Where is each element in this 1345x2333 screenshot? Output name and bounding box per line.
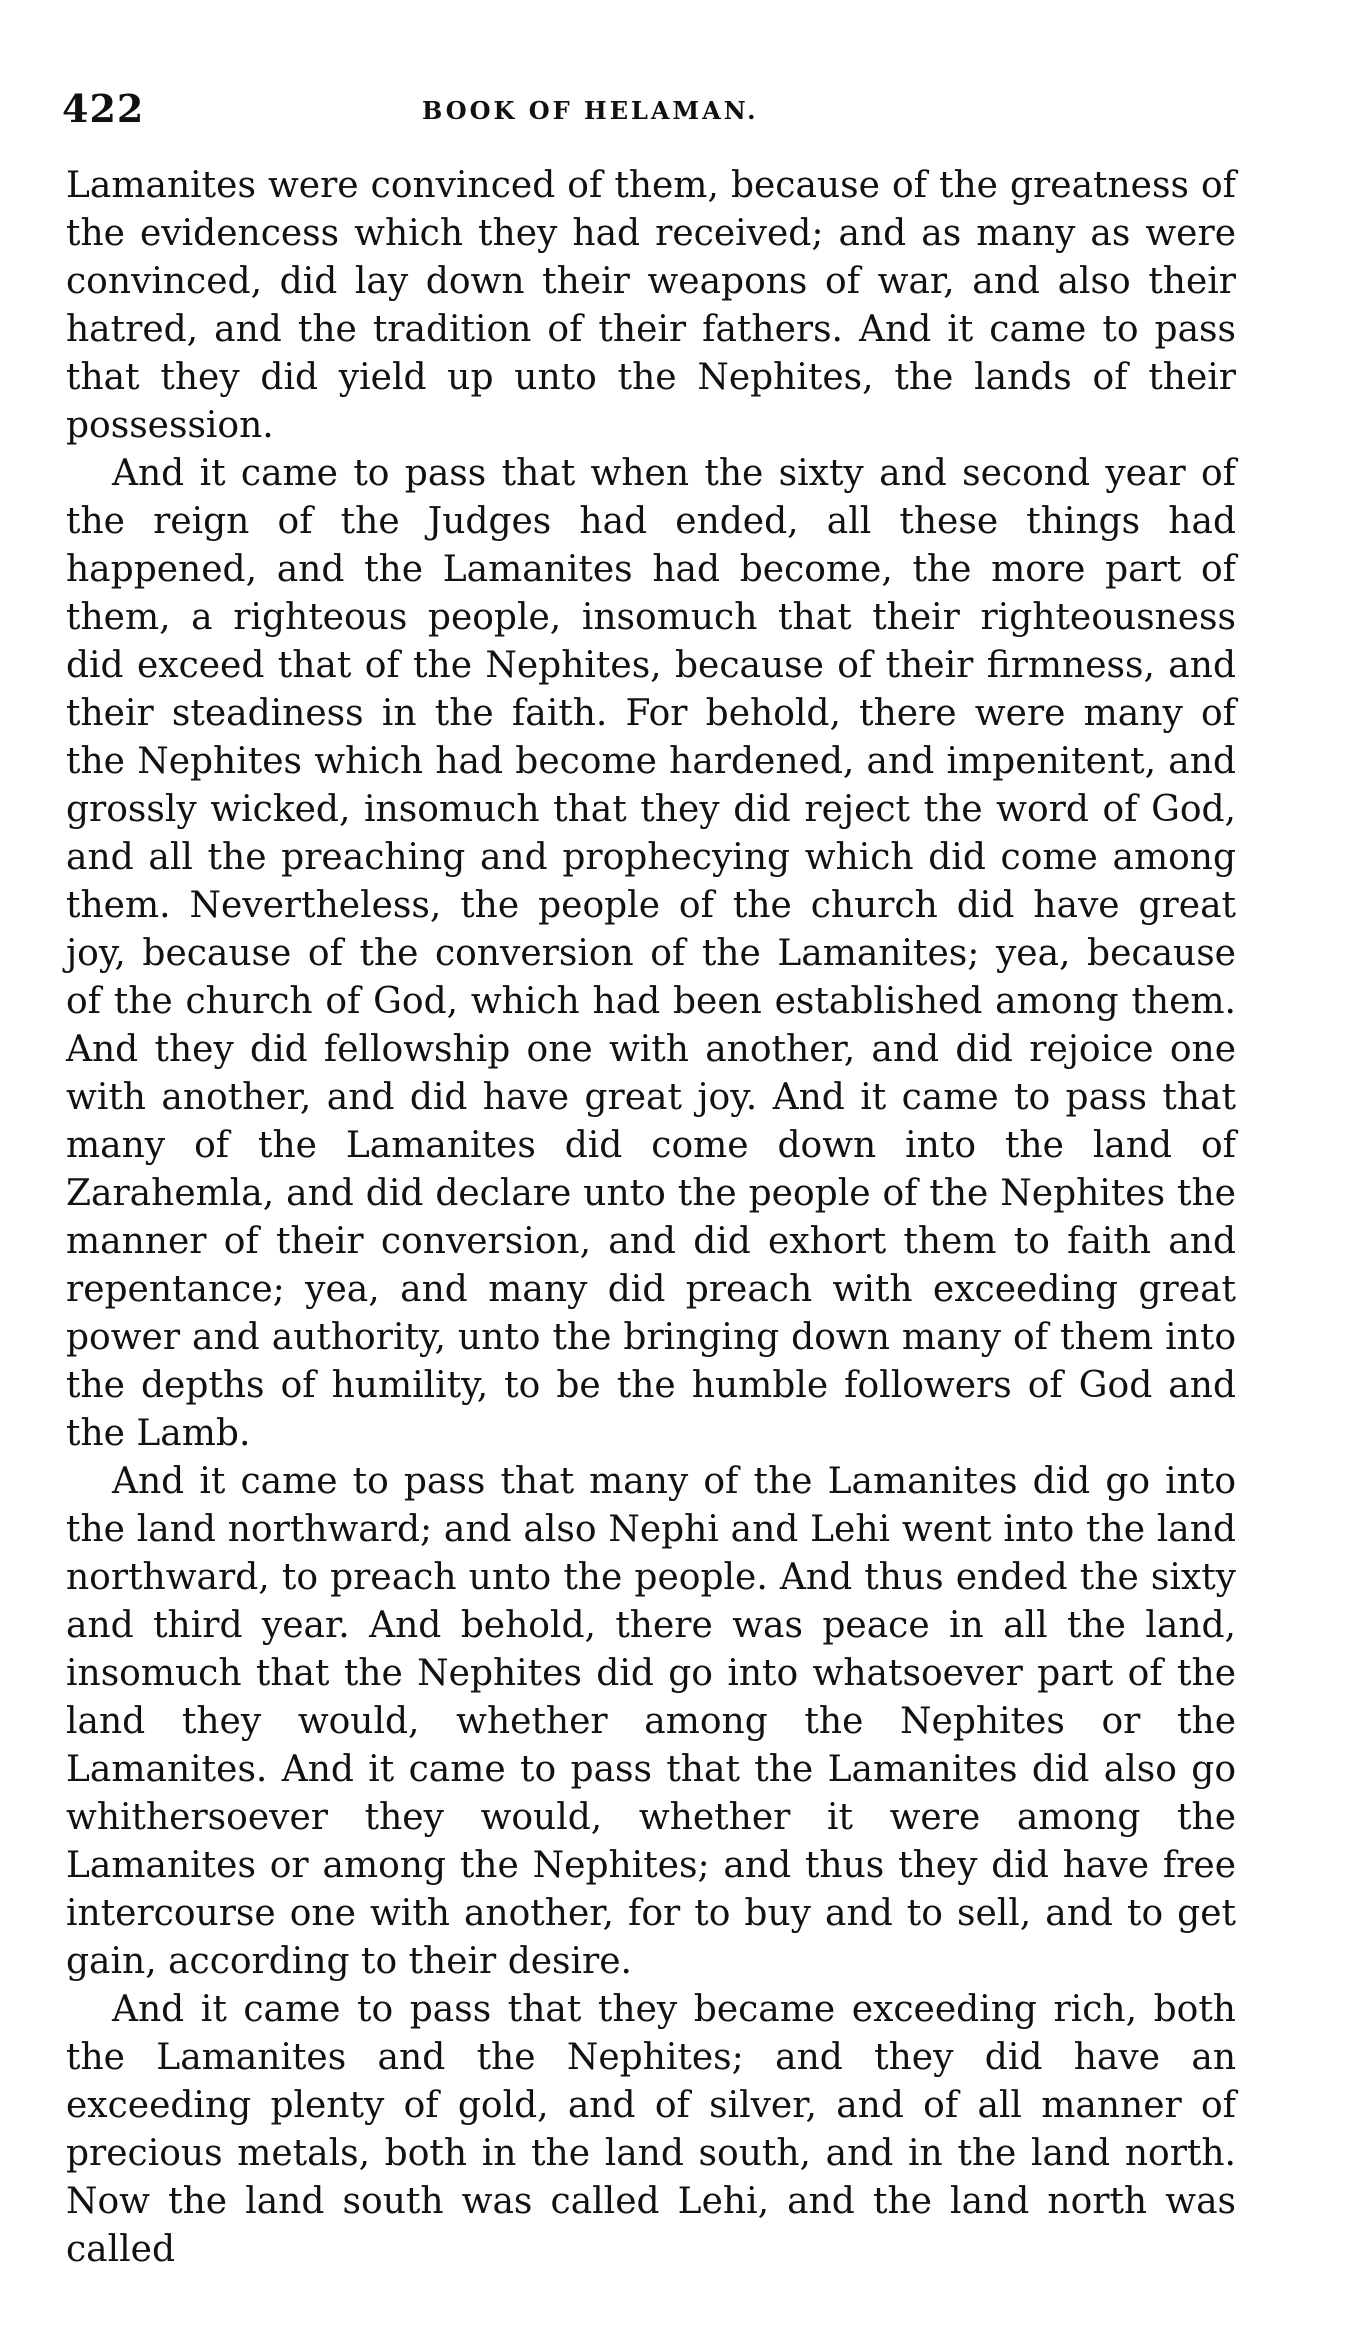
paragraph: And it came to pass that when the sixty and second year of the reign of the Judges had ended, all these things had happened, and the Lamanites had become, the more part of them, a righteous people, insomuch that their righteousness did exceed that of the Nephites, because of their firmness, and their steadiness in the faith. For behold, there were many of the Nephites which had become hardened, and impenitent, and grossly wicked, insomuch that they did reject the word of God, and all the preaching and prophecying which did come among them. Nevertheless, the people of the church did have great joy, because of the conversion of the Lamanites; yea, because of the church of God, which had been established among them. And they did fellowship one with another, and did rejoice one with another, and did have great joy. And it came to pass that many of the Lamanites did come down into the land of Zarahemla, and did declare unto the people of the Nephites the manner of their conversion, and did exhort them to faith and repentance; yea, and many did preach with exceeding great power and authority, unto the bringing down many of them into the depths of humility, to be the humble followers of God and the Lamb. — [66, 453, 1236, 1454]
page-number: 422 — [62, 86, 145, 131]
page-header — [62, 86, 1242, 136]
body-text — [66, 162, 1236, 2274]
paragraph-continuation: Lamanites were convinced of them, because of the greatness of the evidencess which they had received; and as many as were convinced, did lay down their weapons of war, and also their hatred, and the tradition of their fathers. And it came to pass that they did yield up unto the Nephites, the lands of their possession. — [66, 165, 1236, 446]
running-head: BOOK OF HELAMAN. — [422, 96, 759, 125]
paragraph: And it came to pass that many of the Lamanites did go into the land northward; and also Nephi and Lehi went into the land northward, to preach unto the people. And thus ended the sixty and third year. And behold, there was peace in all the land, insomuch that the Nephites did go into whatsoever part of the land they would, whether among the Nephites or the Lamanites. And it came to pass that the Lamanites did also go whithersoever they would, whether it were among the Lamanites or among the Nephites; and thus they did have free intercourse one with another, for to buy and to sell, and to get gain, according to their desire. — [66, 1461, 1236, 1982]
paragraph: And it came to pass that they became exceeding rich, both the Lamanites and the Nephites; and they did have an exceeding plenty of gold, and of silver, and of all manner of precious metals, both in the land south, and in the land north. Now the land south was called Lehi, and the land north was called — [66, 1989, 1236, 2270]
